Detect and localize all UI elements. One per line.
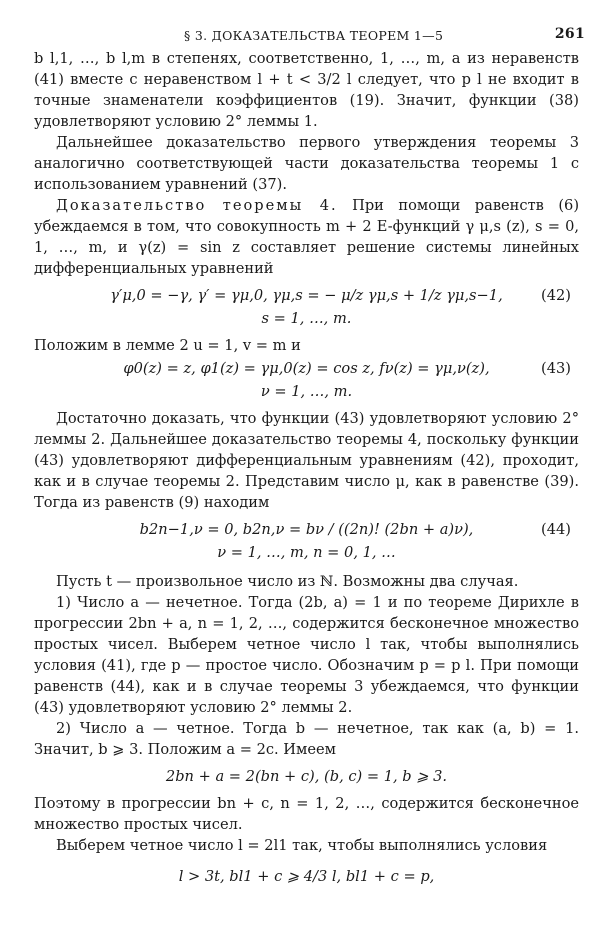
paragraph-3-text: При помощи равенств (6) убеждаемся в том, что совокупность m + 2 E-функций γ μ,s (z), s = 0, 1, …, m, и γ(z) = sin z составляет решение системы линейных дифференциальных уравнений xyxy=(34,197,580,277)
equation-45: 2bn + a = 2(bn + c), (b, c) = 1, b ⩾ 3. xyxy=(165,768,448,785)
paragraph-7: 1) Число a — нечетное. Тогда (2b, a) = 1 и по теореме Дирихле в прогрессии 2bn + a, n = 1, 2, …, содержится бесконечное множество простых чисел. Выберем четное число l так, чтобы выполнялись условия (41), где p — простое число. Обозначим p = p l. При помощи равенств (44), как и в случае теоремы 3 убеждаемся, что функции (43) удовлетворяют условию 2° леммы 2. xyxy=(34,594,579,716)
page-number: 261 xyxy=(554,26,585,42)
equation-42-range: s = 1, …, m. xyxy=(261,310,352,327)
equation-43-number: (43) xyxy=(541,360,571,377)
equation-46: l > 3t, bl1 + c ⩾ 4/3 l, bl1 + c = p, xyxy=(178,868,435,885)
equation-44 xyxy=(34,519,579,540)
equation-43-range: ν = 1, …, m. xyxy=(260,383,353,400)
equation-43 xyxy=(34,358,579,379)
paragraph-10: Выберем четное число l = 2l1 так, чтобы выполнялись условия xyxy=(56,837,548,854)
text-body xyxy=(34,48,579,887)
equation-44-range: ν = 1, …, m, n = 0, 1, … xyxy=(217,544,396,561)
paragraph-2: Дальнейшее доказательство первого утверждения теоремы 3 аналогично соответствующей части доказательства теоремы 1 с использованием уравнений (37). xyxy=(34,134,579,193)
equation-42 xyxy=(34,285,579,306)
paragraph-1: b l,1, …, b l,m в степенях, соответственно, 1, …, m, а из неравенств (41) вместе с неравенством l + t < 3/2 l следует, что p l не входит в точные знаменатели коэффициентов (19). Значит, функции (38) удовлетворяют условию 2° леммы 1. xyxy=(34,50,579,130)
paragraph-5: Достаточно доказать, что функции (43) удовлетворяют условию 2° леммы 2. Дальнейшее доказательство теоремы 4, поскольку функции (43) удовлетворяют дифференциальным уравнениям (42), проходит, как и в случае теоремы 2. Представим число μ, как в равенстве (39). Тогда из равенств (9) находим xyxy=(34,410,579,511)
equation-43-body: φ0(z) = z, φ1(z) = γμ,0(z) = cos z, fν(z) = γμ,ν(z), xyxy=(123,360,490,377)
paragraph-8: 2) Число a — четное. Тогда b — нечетное, так как (a, b) = 1. Значит, b ⩾ 3. Положим a = 2c. Имеем xyxy=(34,720,579,758)
running-header xyxy=(34,22,585,48)
equation-42-number: (42) xyxy=(541,287,571,304)
paragraph-6: Пусть t — произвольное число из ℕ. Возможны два случая. xyxy=(56,573,519,590)
equation-44-number: (44) xyxy=(541,521,571,538)
equation-44-body: b2n−1,ν = 0, b2n,ν = bν / ((2n)! (2bn + a)ν), xyxy=(139,521,474,538)
section-title: § 3. ДОКАЗАТЕЛЬСТВА ТЕОРЕМ 1—5 xyxy=(184,28,444,43)
paragraph-9: Поэтому в прогрессии bn + c, n = 1, 2, …, содержится бесконечное множество простых чисел. xyxy=(34,795,579,833)
paragraph-4: Положим в лемме 2 u = 1, v = m и xyxy=(34,337,301,354)
equation-42-body: γ′μ,0 = −γ, γ′ = γμ,0, γμ,s = − μ/z γμ,s + 1/z γμ,s−1, xyxy=(110,287,503,304)
page xyxy=(34,22,585,889)
proof-heading: Доказательство теоремы 4. xyxy=(56,197,338,214)
paragraph-3 xyxy=(34,195,579,279)
